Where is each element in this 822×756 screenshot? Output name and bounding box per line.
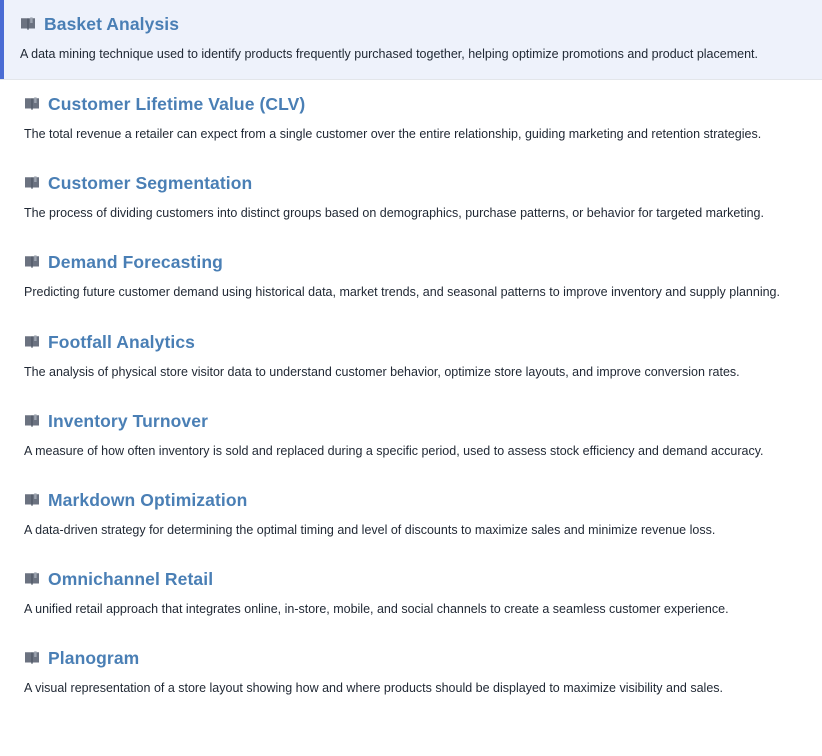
glossary-entry-header (24, 94, 802, 115)
book-icon (24, 97, 40, 112)
glossary-definition: Predicting future customer demand using historical data, market trends, and seasonal patterns to improve inventory and supply planning. (24, 285, 780, 300)
glossary-entry-header (20, 14, 802, 35)
glossary-entry[interactable] (0, 80, 822, 159)
glossary-definition: The analysis of physical store visitor data to understand customer behavior, optimize store layouts, and improve conversion rates. (24, 364, 740, 379)
glossary-definition: A unified retail approach that integrates online, in-store, mobile, and social channels to create a seamless customer experience. (24, 601, 729, 616)
glossary-entry-header (24, 173, 802, 194)
glossary-definition: The process of dividing customers into distinct groups based on demographics, purchase patterns, or behavior for targeted marketing. (24, 206, 764, 221)
book-icon (24, 572, 40, 587)
glossary-entry[interactable] (0, 555, 822, 634)
book-icon (24, 335, 40, 350)
book-icon (24, 255, 40, 270)
glossary-entry[interactable] (0, 0, 822, 79)
glossary-entry-header (24, 569, 802, 590)
glossary-entry[interactable] (0, 238, 822, 317)
glossary-entry[interactable] (0, 397, 822, 476)
book-icon (24, 414, 40, 429)
book-icon (24, 493, 40, 508)
glossary-term: Basket Analysis (44, 14, 180, 34)
glossary-term: Customer Segmentation (48, 173, 253, 194)
glossary-term: Customer Lifetime Value (CLV) (48, 94, 306, 115)
book-icon (24, 651, 40, 666)
glossary-definition: A visual representation of a store layout showing how and where products should be displayed to maximize visibility and sales. (24, 681, 723, 695)
glossary-term: Footfall Analytics (48, 331, 196, 352)
glossary-term: Markdown Optimization (48, 489, 248, 510)
glossary-entry-header (24, 332, 802, 353)
glossary-definition: The total revenue a retailer can expect from a single customer over the entire relationship, guiding marketing and retention strategies. (24, 127, 762, 142)
book-icon (20, 17, 36, 32)
glossary-term: Planogram (48, 648, 140, 668)
glossary-entry[interactable] (0, 634, 822, 713)
glossary-entry-header (24, 252, 802, 273)
glossary-entry-header (24, 490, 802, 511)
glossary-entry[interactable] (0, 476, 822, 555)
glossary-definition: A data mining technique used to identify products frequently purchased together, helping optimize promotions and product placement. (20, 47, 758, 61)
glossary-definition: A data-driven strategy for determining the optimal timing and level of discounts to maximize sales and minimize revenue loss. (24, 522, 716, 537)
glossary-entry[interactable] (0, 159, 822, 238)
glossary-entry-header (24, 411, 802, 432)
glossary-definition: A measure of how often inventory is sold and replaced during a specific period, used to assess stock efficiency and demand accuracy. (24, 443, 764, 458)
glossary-entry[interactable] (0, 318, 822, 397)
glossary-entry-header (24, 648, 802, 669)
book-icon (24, 176, 40, 191)
glossary-term: Inventory Turnover (48, 410, 208, 431)
glossary-term: Omnichannel Retail (48, 568, 214, 589)
glossary-term: Demand Forecasting (48, 252, 223, 273)
